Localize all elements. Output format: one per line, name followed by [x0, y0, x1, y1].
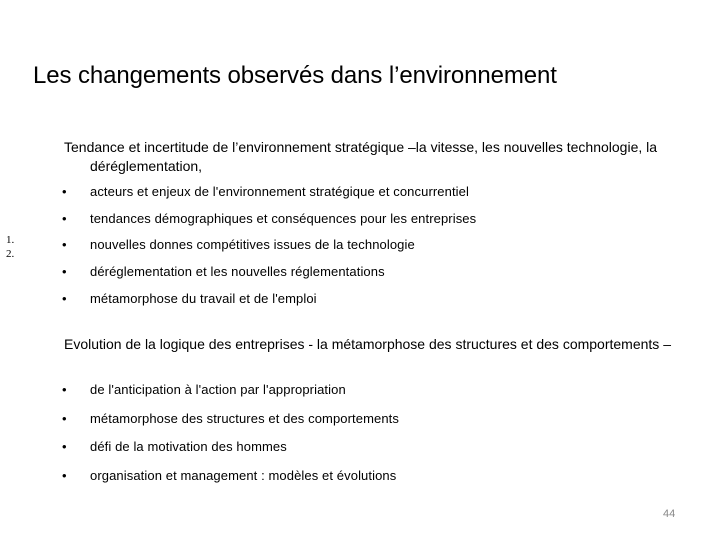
bullet-marker: •: [62, 382, 67, 397]
bullet-marker: •: [62, 264, 67, 279]
slide-title: Les changements observés dans l’environnement: [33, 62, 557, 89]
section-1-item-5: métamorphose du travail et de l'emploi: [90, 291, 317, 306]
bullet-marker: •: [62, 184, 67, 199]
section-1-heading: Tendance et incertitude de l’environnement stratégique –la vitesse, les nouvelles technologie, la déréglementation,: [64, 139, 658, 174]
section-2-item-3: défi de la motivation des hommes: [90, 439, 287, 454]
bullet-marker: •: [62, 439, 67, 454]
bullet-marker: •: [62, 211, 67, 226]
section-1-item-3: nouvelles donnes compétitives issues de la technologie: [90, 237, 415, 252]
bullet-marker: •: [62, 468, 67, 483]
bullet-marker: •: [62, 291, 67, 306]
bullet-marker: •: [62, 411, 67, 426]
section-2-item-2: métamorphose des structures et des comportements: [90, 411, 399, 426]
bullet-marker: •: [62, 237, 67, 252]
section-2-heading: Evolution de la logique des entreprises - la métamorphose des structures et des comportements –: [64, 336, 671, 352]
side-number-2: 2.: [6, 248, 15, 260]
page-number: 44: [663, 508, 676, 520]
section-1-item-2: tendances démographiques et conséquences pour les entreprises: [90, 211, 477, 226]
section-2-item-4: organisation et management : modèles et évolutions: [90, 468, 397, 483]
section-1-item-4: déréglementation et les nouvelles réglementations: [90, 264, 385, 279]
section-1-item-1: acteurs et enjeux de l'environnement stratégique et concurrentiel: [90, 184, 469, 199]
section-2-item-1: de l'anticipation à l'action par l'appropriation: [90, 382, 346, 397]
side-number-1: 1.: [6, 234, 15, 246]
